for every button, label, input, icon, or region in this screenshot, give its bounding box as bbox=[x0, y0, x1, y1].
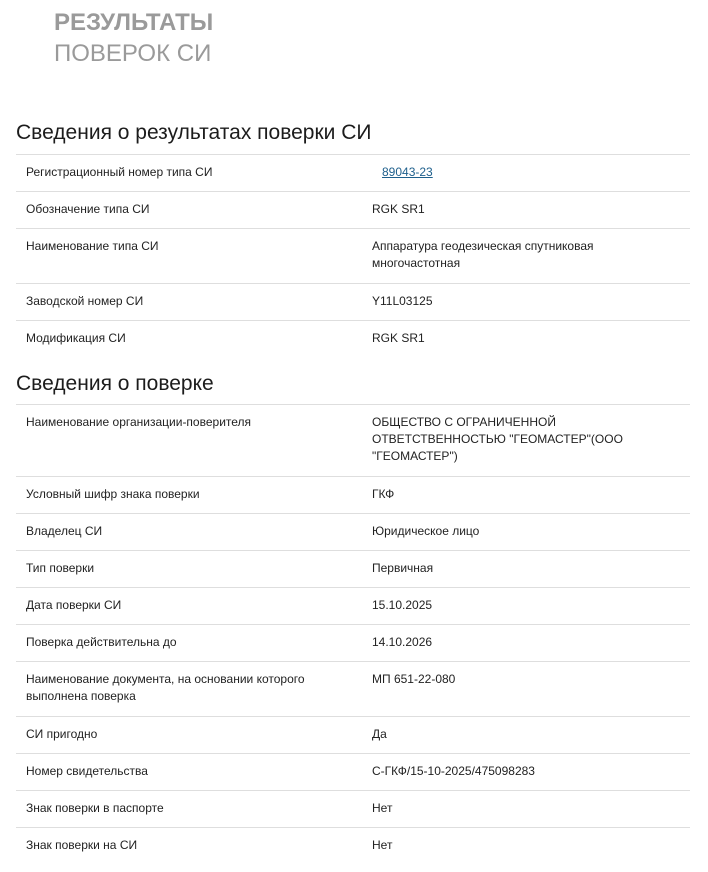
table-row bbox=[16, 155, 690, 192]
table-row bbox=[16, 405, 690, 477]
verification-table bbox=[16, 404, 690, 865]
table-row bbox=[16, 717, 690, 754]
row-key: Заводской номер СИ bbox=[26, 294, 144, 308]
row-key: Дата поверки СИ bbox=[26, 598, 122, 612]
row-value: Нет bbox=[372, 801, 393, 815]
row-value: ОБЩЕСТВО С ОГРАНИЧЕННОЙ ОТВЕТСТВЕННОСТЬЮ "ГЕОМАСТЕР"(ООО "ГЕОМАСТЕР") bbox=[372, 415, 623, 463]
row-value: МП 651-22-080 bbox=[372, 672, 456, 686]
row-key: Владелец СИ bbox=[26, 524, 103, 538]
row-key: Наименование организации-поверителя bbox=[26, 415, 252, 429]
row-value: Юридическое лицо bbox=[372, 524, 480, 538]
row-key: Наименование документа, на основании которого выполнена поверка bbox=[26, 672, 305, 703]
row-key: Номер свидетельства bbox=[26, 764, 148, 778]
row-value: ГКФ bbox=[372, 487, 395, 501]
page-title-line1: РЕЗУЛЬТАТЫ bbox=[54, 9, 214, 36]
row-value: RGK SR1 bbox=[372, 202, 425, 216]
table-row bbox=[16, 791, 690, 828]
page-title bbox=[54, 7, 213, 69]
table-row bbox=[16, 625, 690, 662]
page-title-line2: ПОВЕРОК СИ bbox=[54, 40, 212, 67]
table-row bbox=[16, 229, 690, 284]
table-row bbox=[16, 588, 690, 625]
row-value: 14.10.2026 bbox=[372, 635, 433, 649]
table-row bbox=[16, 321, 690, 358]
row-value: 15.10.2025 bbox=[372, 598, 433, 612]
row-key: Знак поверки на СИ bbox=[26, 838, 138, 852]
row-key: Условный шифр знака поверки bbox=[26, 487, 200, 501]
row-value: Аппаратура геодезическая спутниковая многочастотная bbox=[372, 239, 594, 270]
registration-number-link[interactable]: 89043-23 bbox=[382, 165, 433, 179]
table-row bbox=[16, 828, 690, 865]
row-key: Обозначение типа СИ bbox=[26, 202, 150, 216]
row-value: RGK SR1 bbox=[372, 331, 425, 345]
row-key: Тип поверки bbox=[26, 561, 95, 575]
row-value: Да bbox=[372, 727, 387, 741]
section-heading-verification: Сведения о поверке bbox=[16, 372, 214, 395]
results-table bbox=[16, 154, 690, 358]
row-value: С-ГКФ/15-10-2025/475098283 bbox=[372, 764, 535, 778]
row-key: Знак поверки в паспорте bbox=[26, 801, 164, 815]
row-value: Первичная bbox=[372, 561, 434, 575]
section-heading-results: Сведения о результатах поверки СИ bbox=[16, 121, 372, 144]
row-key: Поверка действительна до bbox=[26, 635, 177, 649]
table-row bbox=[16, 514, 690, 551]
table-row bbox=[16, 551, 690, 588]
row-key: СИ пригодно bbox=[26, 727, 98, 741]
table-row bbox=[16, 662, 690, 717]
row-value: Y11L03125 bbox=[372, 294, 433, 308]
row-value bbox=[362, 155, 690, 192]
table-row bbox=[16, 192, 690, 229]
row-key: Наименование типа СИ bbox=[26, 239, 159, 253]
row-value: Нет bbox=[372, 838, 393, 852]
table-row bbox=[16, 477, 690, 514]
table-row bbox=[16, 754, 690, 791]
row-key: Модификация СИ bbox=[26, 331, 126, 345]
table-row bbox=[16, 284, 690, 321]
row-key: Регистрационный номер типа СИ bbox=[26, 165, 213, 179]
